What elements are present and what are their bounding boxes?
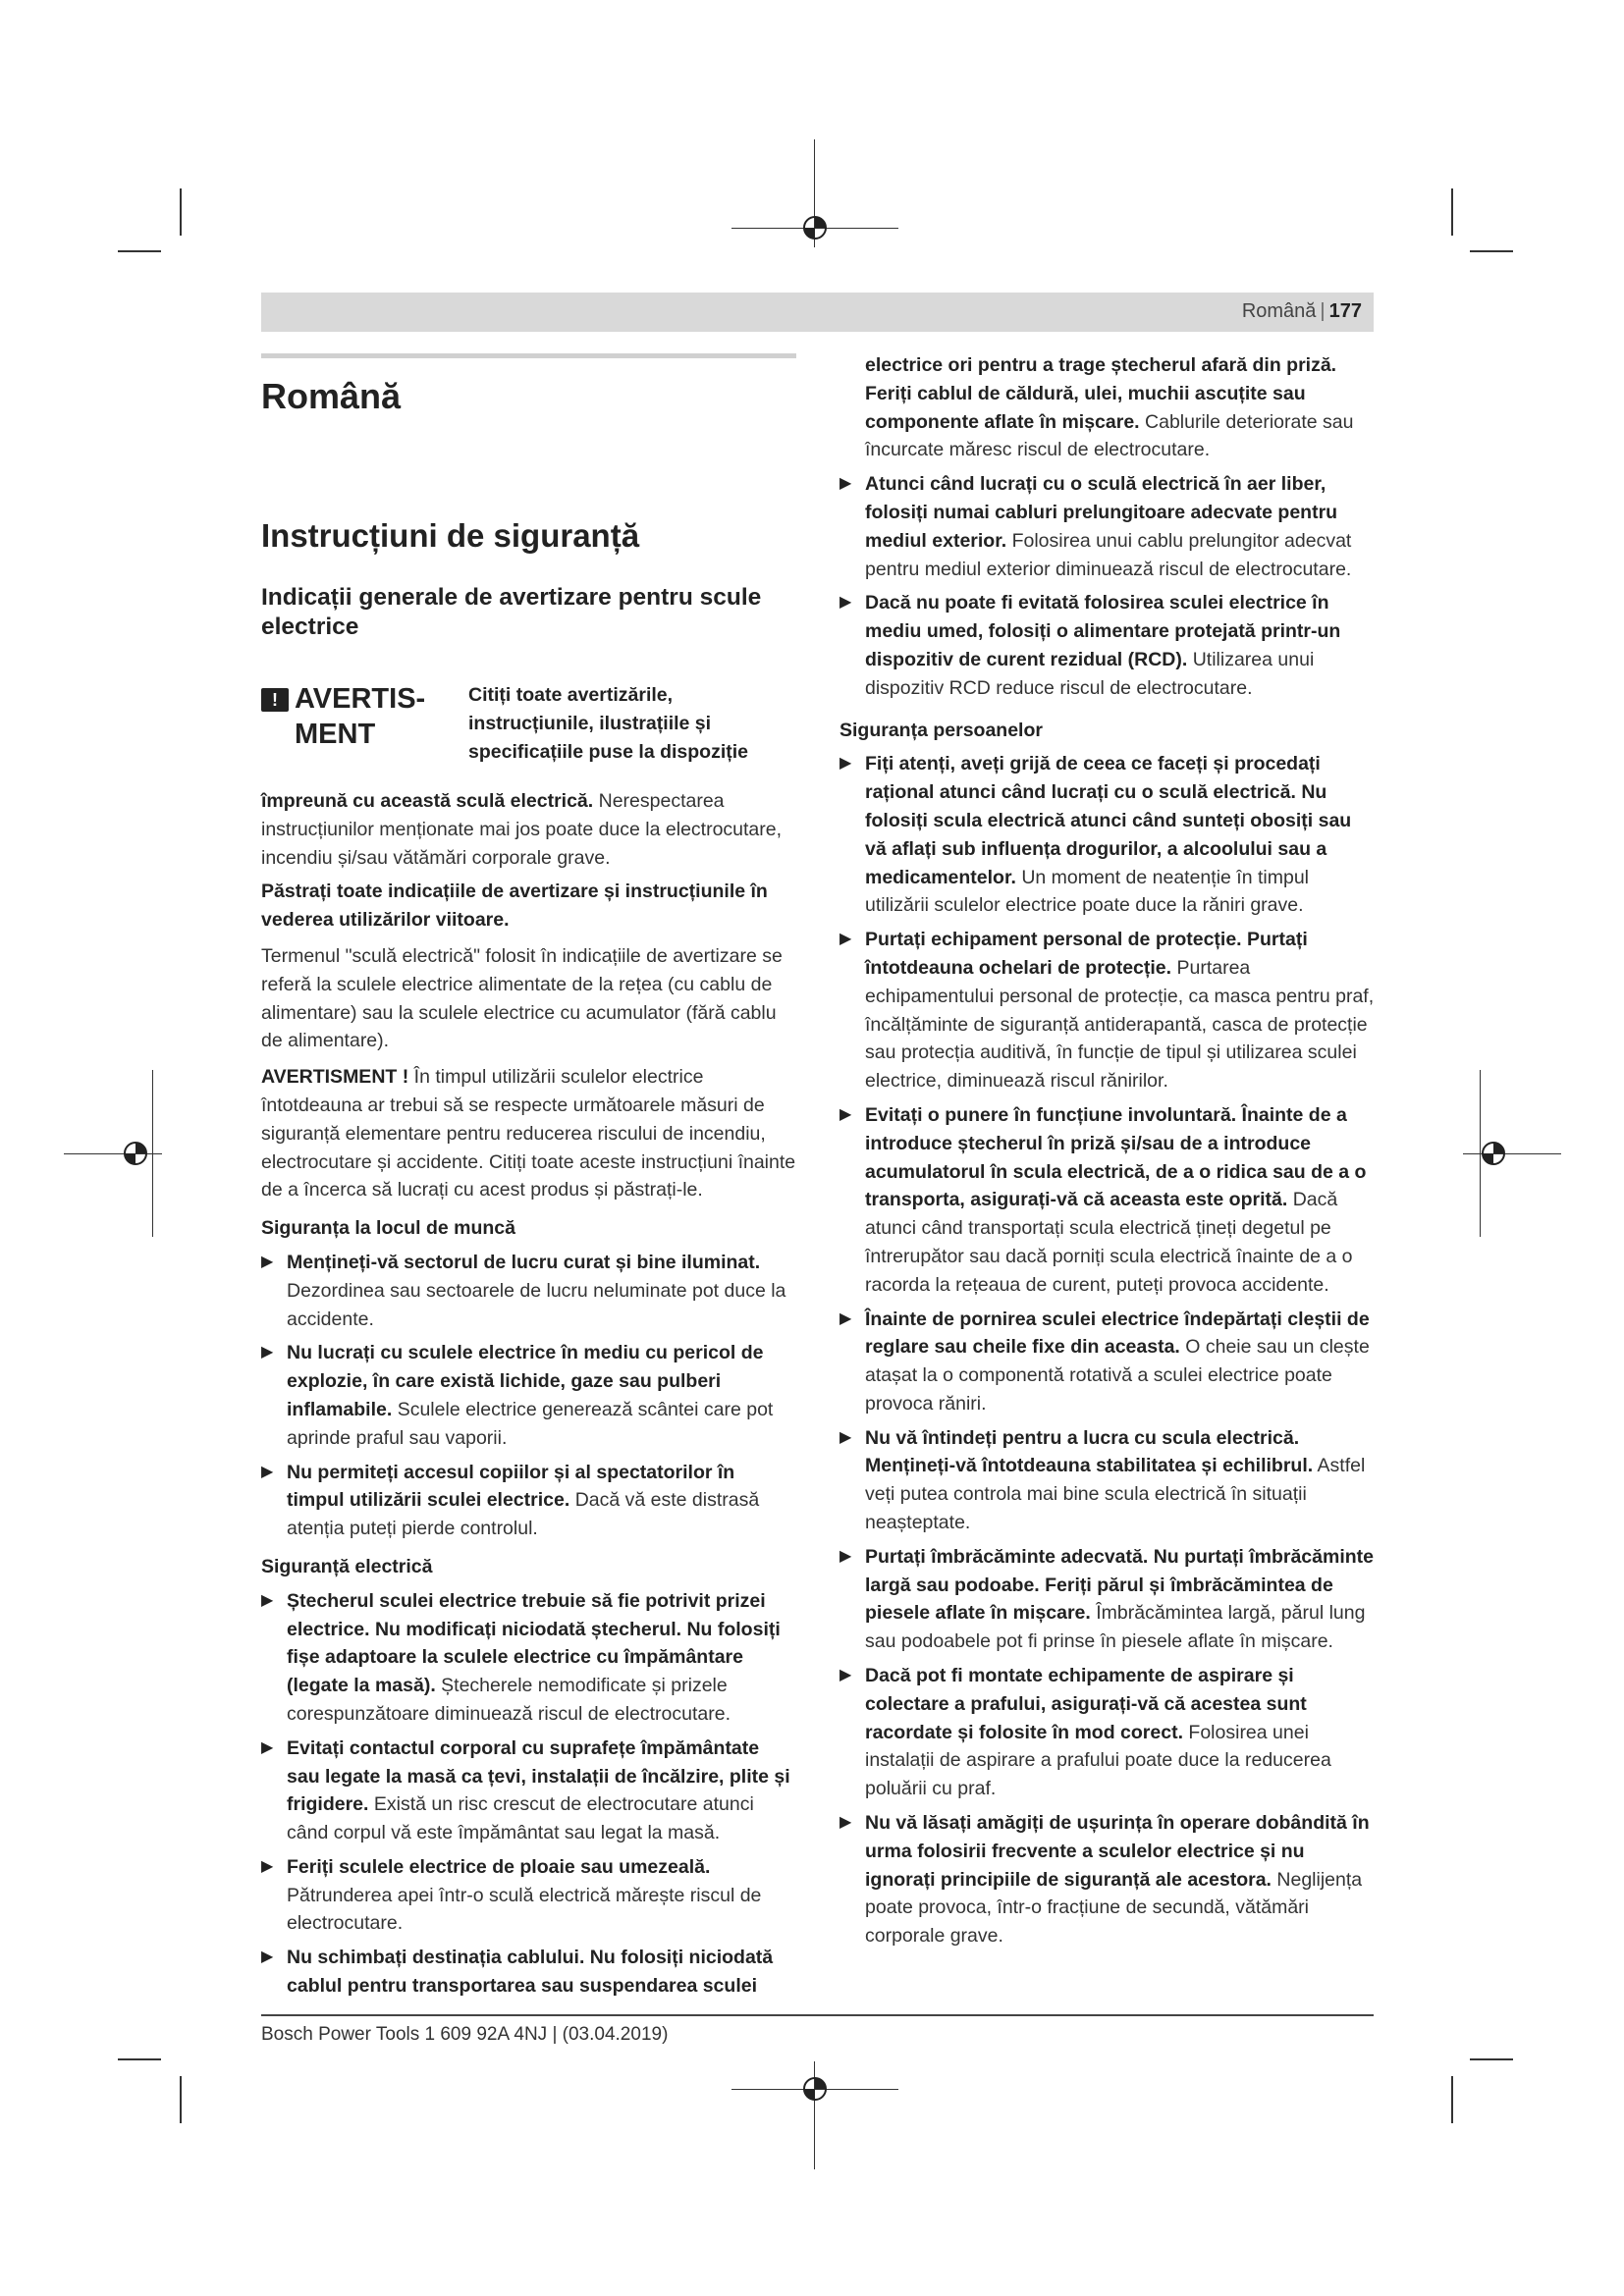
header-text: Română | 177 xyxy=(1241,300,1362,322)
electrical-list-continued xyxy=(839,470,1375,702)
bullet-icon: ▶ xyxy=(839,594,852,612)
list-item: ▶ Dacă nu poate fi evitată folosirea sculei electrice în mediu umed, folosiți o alimentare protejată printr-un dispozitiv de curent rezidual (RCD). Utilizarea unui dispozitiv RCD reduce riscul de electrocutare. xyxy=(839,589,1375,702)
list-item: ▶ Nu lucrați cu sculele electrice în mediu cu pericol de explozie, în care există lichide, gaze sau pulberi inflamabile. Sculele electrice generează scântei care pot aprinde praful sau vaporii. xyxy=(261,1339,796,1452)
bullet-icon: ▶ xyxy=(839,931,852,948)
electrical-heading: Siguranță electrică xyxy=(261,1555,433,1577)
warning-side-text: Citiți toate avertizările, instrucțiunile, ilustrațiile și specificațiile puse la dispoziție xyxy=(468,684,749,763)
electrical-list xyxy=(261,1587,796,2001)
page-number: 177 xyxy=(1328,300,1362,322)
list-item: ▶ Nu vă întindeți pentru a lucra cu scula electrică. Mențineți-vă întotdeauna stabilitatea și echilibrul. Astfel veți putea controla mai bine scula electrică în situații neașteptate. xyxy=(839,1424,1375,1537)
bullet-icon: ▶ xyxy=(839,1667,852,1684)
crop-mark xyxy=(1451,2076,1453,2123)
bullet-icon: ▶ xyxy=(839,1309,852,1327)
warning-paragraph: AVERTISMENT ! În timpul utilizării sculelor electrice întotdeauna ar trebui să se respecte următoarele măsuri de siguranță elementare pentru reducerea riscului de incendiu, electrocutare și accidente. Citiți toate aceste instrucțiuni înainte de a încerca să lucrați cu acest produs și păstrați-le. xyxy=(261,1066,796,1201)
list-item: ▶ Nu vă lăsați amăgiți de ușurința în operare dobândită în urma folosirii frecvente a sculelor electrice și nu ignorați principiile de siguranță ale acestora. Neglijența poate provoca, într-o fracțiune de secundă, vătămări corporale grave. xyxy=(839,1809,1375,1950)
bullet-icon: ▶ xyxy=(839,475,852,493)
warning-label: AVERTIS- MENT xyxy=(295,683,426,750)
warning-continuation: împreună cu această sculă electrică. Nerespectarea instrucțiunilor menționate mai jos poate duce la electrocutare, incendiu și/sau vătămări corporale grave. xyxy=(261,790,783,869)
personal-heading: Siguranța persoanelor xyxy=(839,719,1043,741)
crop-mark xyxy=(118,2058,161,2060)
list-item: ▶ Purtați îmbrăcăminte adecvată. Nu purtați îmbrăcăminte largă sau podoabe. Feriți părul și îmbrăcămintea de piesele aflate în mișcare. Îmbrăcămintea largă, părul lung sau podoabele pot fi prinse în piesele aflate în mișcare. xyxy=(839,1543,1375,1656)
bullet-icon: ▶ xyxy=(261,1949,274,1966)
crop-mark xyxy=(1470,2058,1513,2060)
language-title: Română xyxy=(261,376,402,416)
warning-block xyxy=(261,681,796,787)
list-item: ▶ Dacă pot fi montate echipamente de aspirare și colectare a prafului, asigurați-vă că acestea sunt racordate și folosite în mod corect. Folosirea unei instalații de aspirare a prafului poate duce la reducerea poluării cu praf. xyxy=(839,1662,1375,1803)
crop-mark xyxy=(1470,250,1513,252)
list-item: ▶ Purtați echipament personal de protecție. Purtați întotdeauna ochelari de protecție. Purtarea echipamentului personal de protecție, ca masca pentru praf, încălțăminte de siguranță antiderapantă, casca de protecție sau protecția auditivă, în funcție de tipul și utilizarea sculei electrice, diminuează riscul rănirilor. xyxy=(839,926,1375,1095)
continued-item: electrice ori pentru a trage ștecherul afară din priză. Feriți cablul de căldură, ulei, muchii ascuțite sau componente aflate în mișcare. Cablurile deteriorate sau încurcate măresc riscul de electrocutare. xyxy=(865,354,1354,461)
warning-triangle-icon: ! xyxy=(261,688,289,712)
personal-list xyxy=(839,750,1375,1950)
list-item: ▶ Feriți sculele electrice de ploaie sau umezeală. Pătrunderea apei într-o sculă electrică mărește riscul de electrocutare. xyxy=(261,1853,796,1938)
crop-mark xyxy=(180,2076,182,2123)
bullet-icon: ▶ xyxy=(839,1814,852,1832)
list-item: ▶ Evitați contactul corporal cu suprafețe împământate sau legate la masă ca țevi, instalații de încălzire, plite și frigidere. Există un risc crescut de electrocutare atunci când corpul vă este împământat sau legat la masă. xyxy=(261,1735,796,1847)
bullet-icon: ▶ xyxy=(839,1428,852,1446)
list-item: ▶ Nu schimbați destinația cablului. Nu folosiți niciodată cablul pentru transportarea sau suspendarea sculei xyxy=(261,1944,796,2001)
list-item: ▶ Fiți atenți, aveți grijă de ceea ce faceți și procedați rațional atunci când lucrați cu o sculă electrică. Nu folosiți scula electrică atunci când sunteți obosiți sau vă aflați sub influența drogurilor, a alcoolului sau a medicamentelor. Un moment de neatenție în timpul utilizării sculelor electrice poate duce la răniri grave. xyxy=(839,750,1375,920)
bullet-icon: ▶ xyxy=(839,1547,852,1565)
list-item: ▶ Ștecherul sculei electrice trebuie să fie potrivit prizei electrice. Nu modificați niciodată ștecherul. Nu folosiți fișe adaptoare la sculele electrice cu împământare (legate la masă). Ștecherele nemodificate și prizele corespunzătoare diminuează riscul de electrocutare. xyxy=(261,1587,796,1729)
term-paragraph: Termenul "sculă electrică" folosit în indicațiile de avertizare se referă la sculele electrice alimentate de la rețea (cu cablu de alimentare) sau la sculele electrice cu acumulator (fără cablu de alimentare). xyxy=(261,944,783,1052)
bullet-icon: ▶ xyxy=(261,1591,274,1609)
list-item: ▶ Atunci când lucrați cu o sculă electrică în aer liber, folosiți numai cabluri prelungitoare adecvate pentru mediul exterior. Folosirea unui cablu prelungitor adecvat pentru mediul exterior diminuează riscul de electrocutare. xyxy=(839,470,1375,583)
title-rule xyxy=(261,353,796,358)
bullet-icon: ▶ xyxy=(839,1105,852,1123)
registration-mark-icon xyxy=(118,1136,153,1171)
header-section: Română xyxy=(1241,300,1317,322)
warning-heading xyxy=(261,681,442,752)
footer-text: Bosch Power Tools 1 609 92A 4NJ | (03.04.2019) xyxy=(261,2024,669,2045)
bullet-icon: ▶ xyxy=(261,1463,274,1480)
section-title: Instrucțiuni de siguranță xyxy=(261,517,640,554)
subsection-title: Indicații generale de avertizare pentru scule electrice xyxy=(261,584,762,640)
workplace-heading: Siguranța la locul de muncă xyxy=(261,1217,515,1240)
left-column xyxy=(261,363,796,2006)
workplace-list xyxy=(261,1249,796,1543)
registration-mark-icon xyxy=(1476,1136,1511,1171)
crop-mark xyxy=(1451,188,1453,236)
registration-mark-icon xyxy=(797,210,833,245)
footer-rule xyxy=(261,2014,1374,2016)
page-header xyxy=(261,293,1374,332)
bullet-icon: ▶ xyxy=(261,1857,274,1875)
list-item: ▶ Evitați o punere în funcțiune involuntară. Înainte de a introduce ștecherul în priză și/sau de a introduce acumulatorul în scula electrică, de a o ridica sau de a o transporta, asigurați-vă că aceasta este oprită. Dacă atunci când transportați scula electrică țineți degetul pe întrerupător sau dacă porniți scula electrică înainte de a o racorda la rețeaua de curent, puteți provoca accidente. xyxy=(839,1101,1375,1300)
bullet-icon: ▶ xyxy=(261,1253,274,1270)
registration-mark-icon xyxy=(797,2071,833,2107)
keep-instructions: Păstrați toate indicațiile de avertizare și instrucțiunile în vederea utilizărilor viitoare. xyxy=(261,881,768,932)
crop-mark xyxy=(180,188,182,236)
list-item: ▶ Înainte de pornirea sculei electrice îndepărtați cleștii de reglare sau cheile fixe din aceasta. O cheie sau un clește atașat la o componentă rotativă a sculei electrice poate provoca răniri. xyxy=(839,1306,1375,1418)
bullet-icon: ▶ xyxy=(261,1344,274,1362)
bullet-icon: ▶ xyxy=(261,1738,274,1756)
crop-mark xyxy=(118,250,161,252)
list-item: ▶ Nu permiteți accesul copiilor și al spectatorilor în timpul utilizării sculei electrice. Dacă vă este distrasă atenția puteți pierde controlul. xyxy=(261,1459,796,1543)
list-item: ▶ Mențineți-vă sectorul de lucru curat și bine iluminat. Dezordinea sau sectoarele de lucru neluminate pot duce la accidente. xyxy=(261,1249,796,1333)
bullet-icon: ▶ xyxy=(839,755,852,773)
right-column xyxy=(839,351,1375,1956)
